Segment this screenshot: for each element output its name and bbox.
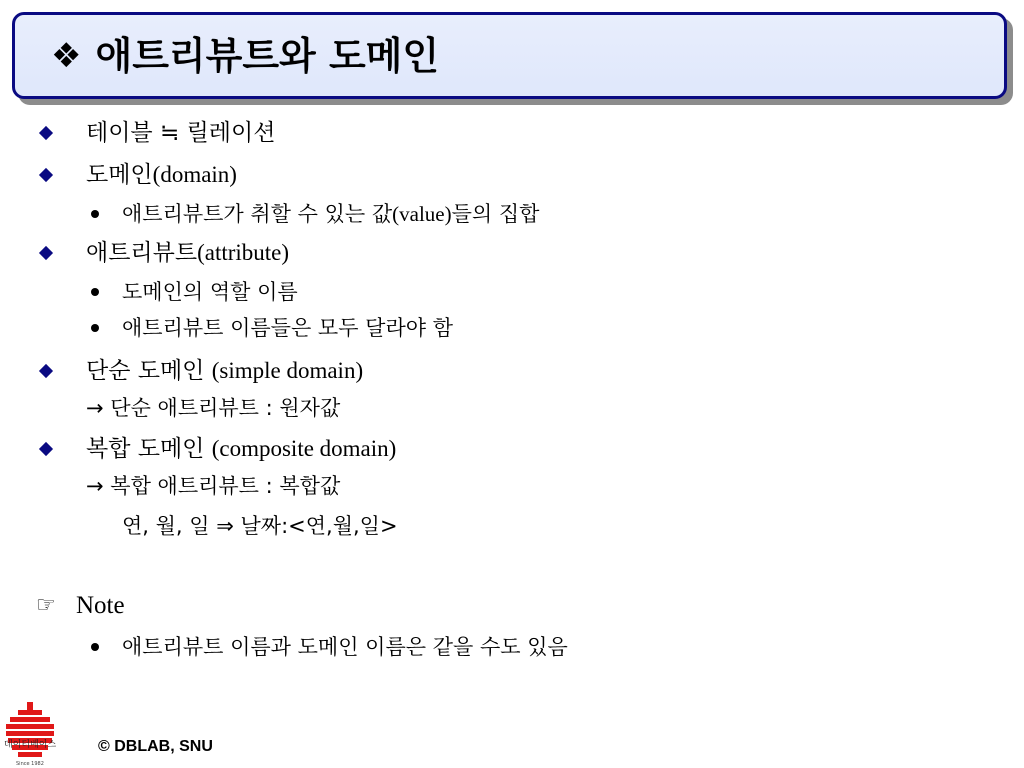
title-box	[12, 12, 1007, 99]
arrow-icon: →	[86, 474, 111, 498]
bullet-diamond-icon	[39, 126, 53, 140]
bullet-diamond-icon	[39, 442, 53, 456]
database-lab-logo-icon	[0, 700, 78, 768]
composite-domain-detail-text: 복합 애트리뷰트 : 복합값	[110, 474, 341, 498]
pointing-hand-icon: ☞	[36, 593, 56, 618]
bullet-domain-en: (domain)	[152, 162, 237, 187]
sub-domain-definition	[122, 199, 539, 229]
bullet-attribute-ko: 애트리뷰트	[86, 240, 198, 266]
logo-text: 데이터베이스	[4, 740, 57, 750]
sub-domain-definition-a: 애트리뷰트가 취할 수 있는 값	[122, 202, 393, 226]
bullet-composite-domain	[86, 433, 396, 465]
bullet-diamond-icon	[39, 364, 53, 378]
sub-attribute-unique: 애트리뷰트 이름들은 모두 달라야 함	[122, 316, 453, 340]
bullet-composite-domain-ko: 복합 도메인	[86, 436, 212, 462]
composite-domain-example: 연, 월, 일 ⇒ 날짜:<연,월,일>	[122, 514, 398, 538]
bullet-simple-domain-ko: 단순 도메인	[86, 358, 212, 384]
sub-bullet-dot-icon	[91, 643, 99, 651]
sub-bullet-dot-icon	[91, 210, 99, 218]
logo-since: Since 1982	[16, 761, 44, 767]
sub-attribute-role: 도메인의 역할 이름	[122, 280, 298, 304]
bullet-simple-domain-en: (simple domain)	[211, 358, 364, 383]
page-title-text: 애트리뷰트와 도메인	[95, 34, 440, 78]
note-label: Note	[76, 592, 125, 619]
copyright: © DBLAB, SNU	[98, 738, 213, 755]
bullet-table-relation: 테이블 ≒ 릴레이션	[86, 120, 276, 146]
bullet-composite-domain-en: (composite domain)	[211, 436, 397, 461]
bullet-diamond-icon	[39, 168, 53, 182]
page-title	[51, 31, 439, 81]
title-diamond-icon: ❖	[51, 36, 82, 76]
note-text: 애트리뷰트 이름과 도메인 이름은 같을 수도 있음	[122, 635, 568, 659]
bullet-domain-ko: 도메인	[86, 162, 153, 188]
bullet-simple-domain	[86, 355, 363, 387]
sub-domain-definition-c: 들의 집합	[451, 202, 540, 226]
bullet-attribute-en: (attribute)	[197, 240, 290, 265]
simple-domain-detail	[86, 393, 340, 423]
sub-domain-definition-value: (value)	[392, 202, 452, 226]
sub-bullet-dot-icon	[91, 288, 99, 296]
arrow-icon: →	[86, 396, 111, 420]
sub-bullet-dot-icon	[91, 324, 99, 332]
bullet-diamond-icon	[39, 246, 53, 260]
composite-domain-detail	[86, 471, 340, 501]
simple-domain-detail-text: 단순 애트리뷰트 : 원자값	[110, 396, 341, 420]
bullet-domain	[86, 159, 237, 191]
bullet-attribute	[86, 237, 289, 269]
